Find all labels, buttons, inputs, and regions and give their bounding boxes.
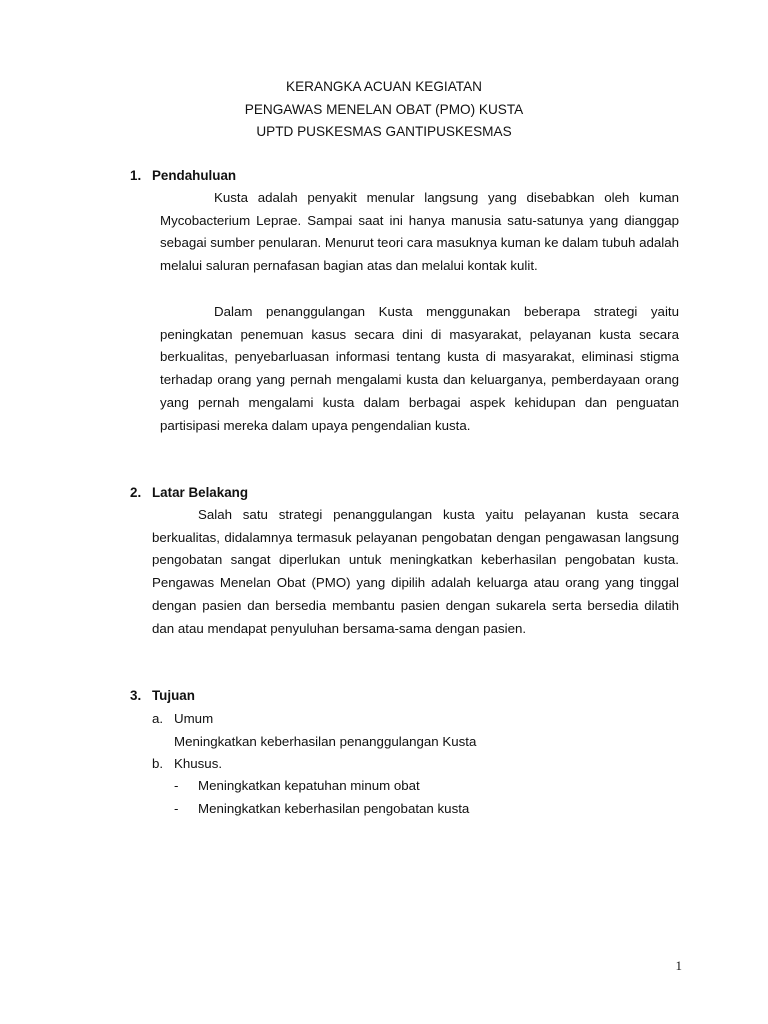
bullet-text: Meningkatkan keberhasilan pengobatan kusta <box>198 801 470 816</box>
section-title: Pendahuluan <box>152 168 237 183</box>
tujuan-umum-text: Meningkatkan keberhasilan penanggulangan Kusta <box>174 734 477 749</box>
section-number: 3. <box>130 688 142 703</box>
title-line-1: KERANGKA ACUAN KEGIATAN <box>286 79 482 94</box>
section-title: Tujuan <box>152 688 195 703</box>
dash-marker: - <box>174 801 179 816</box>
pendahuluan-paragraph-2: Dalam penanggulangan Kusta menggunakan beberapa strategi yaitu peningkatan penemuan kasus secara dini di masyarakat, pelayanan kusta secara berkualitas, penyebarluasan informasi tentang kusta di masyarakat, eliminasi stigma terhadap orang yang pernah mengalami kusta dan keluarganya, pemberdayaan orang yang pernah mengalami kusta dalam berbagai aspek kehidupan dan penguatan partisipasi mereka dalam upaya pengendalian kusta. <box>160 304 679 433</box>
section-number: 2. <box>130 485 142 500</box>
tujuan-khusus-bullet-2 <box>174 798 469 820</box>
latar-belakang-paragraph: Salah satu strategi penanggulangan kusta yaitu pelayanan kusta secara berkualitas, didalamnya termasuk pelayanan pengobatan dengan pengawasan langsung pengobatan sangat diperlukan untuk meningkatkan keberhasilan pengobatan kusta. Pengawas Menelan Obat (PMO) yang dipilih adalah keluarga atau orang yang tinggal dengan pasien dan bersedia membantu pasien dengan sukarela serta bersedia dilatih dan atau mendapat penyuluhan bersama-sama dengan pasien. <box>152 507 679 636</box>
pendahuluan-paragraph-1: Kusta adalah penyakit menular langsung yang disebabkan oleh kuman Mycobacterium Leprae. Sampai saat ini hanya manusia satu-satunya yang dianggap sebagai sumber penularan. Menurut teori cara masuknya kuman ke dalam tubuh adalah melalui saluran pernafasan bagian atas dan melalui kontak kulit. <box>160 190 679 274</box>
section-number: 1. <box>130 168 142 183</box>
list-letter: b. <box>152 756 164 771</box>
title-line-3: UPTD PUSKESMAS GANTIPUSKESMAS <box>256 124 512 139</box>
list-label: Umum <box>174 711 214 726</box>
page-number: 1 <box>675 958 682 973</box>
document-title <box>0 76 768 144</box>
section-heading-tujuan <box>130 686 195 706</box>
title-line-2: PENGAWAS MENELAN OBAT (PMO) KUSTA <box>244 101 524 117</box>
bullet-text: Meningkatkan kepatuhan minum obat <box>198 778 420 793</box>
list-letter: a. <box>152 711 164 726</box>
tujuan-khusus-item <box>152 753 222 775</box>
tujuan-umum-item <box>152 708 213 730</box>
section-heading-pendahuluan <box>130 166 236 186</box>
tujuan-khusus-bullet-1 <box>174 775 420 797</box>
dash-marker: - <box>174 778 179 793</box>
section-heading-latar-belakang <box>130 483 248 503</box>
section-title: Latar Belakang <box>152 485 249 500</box>
list-label: Khusus. <box>174 756 223 771</box>
